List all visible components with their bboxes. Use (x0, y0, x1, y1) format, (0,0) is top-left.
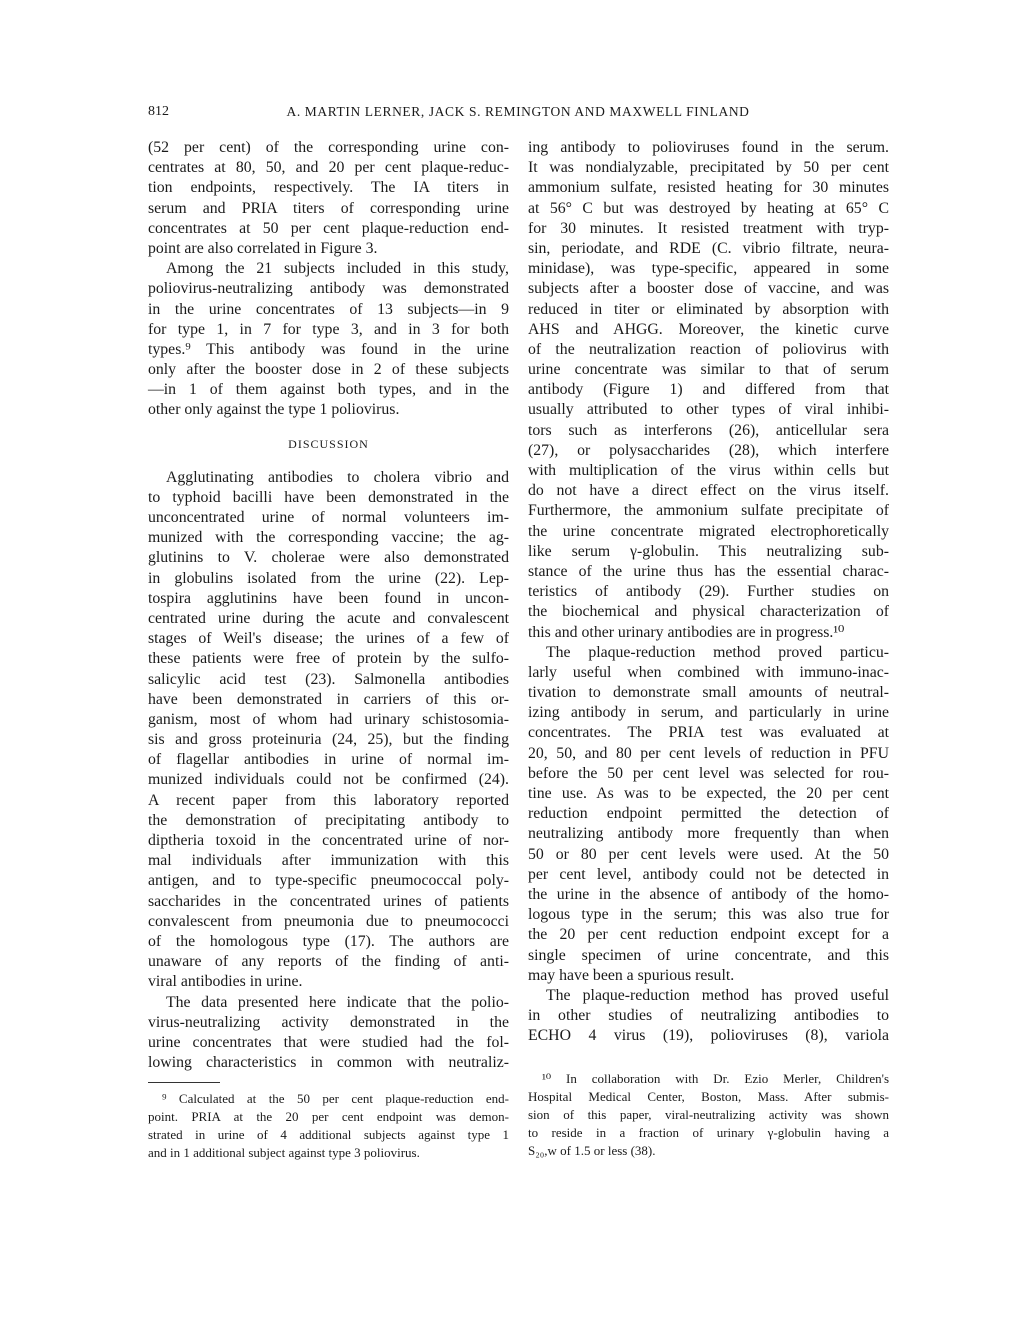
text-line: unconcentrated urine of normal volunteers im- (148, 509, 509, 526)
text-line: of the homologous type (17). The authors are (148, 932, 509, 950)
paragraph (528, 986, 889, 1047)
text-line: teristics of antibody (29). Further studies on (528, 583, 889, 601)
text-line: only after the booster dose in 2 of these subjects (148, 361, 509, 379)
text-line: per cent level, antibody could not be detected in (528, 865, 889, 883)
text-line: ammonium sulfate, resisted heating for 30 minutes (528, 179, 889, 197)
footnote-divider (148, 1082, 220, 1083)
footnote-10 (528, 1070, 889, 1160)
footnote-line: strated in urine of 4 additional subjects against type 1 (148, 1127, 509, 1142)
text-line: neutralizing antibody more frequently than when (528, 825, 889, 843)
text-line: urine concentrates that were studied had the fol- (148, 1033, 509, 1051)
text-line: logous type in the serum; this was also true for (528, 906, 889, 924)
text-line: the urine in the absence of antibody of the homo- (528, 885, 889, 903)
text-line: salicylic acid test (23). Salmonella antibodies (148, 670, 509, 688)
section-heading: DISCUSSION (288, 436, 369, 451)
text-line: Furthermore, the ammonium sulfate precipitate of (528, 502, 889, 520)
text-line: in other studies of neutralizing antibodies to (528, 1007, 889, 1025)
footnote-line: sion of this paper, viral-neutralizing activity was shown (528, 1107, 889, 1122)
text-line: AHS and AHGG. Moreover, the kinetic curve (528, 320, 889, 338)
text-line: convalescent from pneumonia due to pneumococci (148, 912, 509, 930)
footnote-line: Hospital Medical Center, Boston, Mass. After submis- (528, 1089, 889, 1104)
text-line: virus-neutralizing activity demonstrated in the (148, 1013, 509, 1031)
text-line: larly useful when combined with immuno-inac- (528, 663, 889, 681)
text-line: tivation to demonstrate small amounts of neutral- (528, 684, 889, 702)
text-line: in the urine concentrates of 13 subjects—in 9 (148, 300, 509, 318)
text-line: centrates at 80, 50, and 20 per cent plaque-reduc- (148, 159, 509, 177)
text-line: reduction endpoint permitted the detection of (528, 805, 889, 823)
footnote-line: ⁹ Calculated at the 50 per cent plaque-reduction end- (162, 1091, 509, 1106)
text-line: glutinins to V. cholerae were also demonstrated (148, 549, 509, 567)
text-line: at 56° C but was destroyed by heating at 65° C (528, 199, 889, 217)
text-line: have been demonstrated in carriers of this or- (148, 690, 509, 708)
text-line: tion endpoints, respectively. The IA titers in (148, 179, 509, 197)
text-line: sis and gross proteinuria (24, 25), but the finding (148, 731, 509, 749)
text-line: for type 1, in 7 for type 3, and in 3 for both (148, 320, 509, 338)
text-line: ing antibody to polioviruses found in the serum. (528, 139, 889, 156)
text-line: of the neutralization reaction of poliovirus with (528, 340, 889, 358)
footnote-line: and in 1 additional subject against type 3 poliovirus. (148, 1145, 420, 1160)
text-line: other only against the type 1 poliovirus. (148, 401, 400, 419)
text-line: tospira agglutinins have been found in uncon- (148, 589, 509, 607)
text-line: poliovirus-neutralizing antibody was demonstrated (148, 280, 509, 298)
paragraph (148, 468, 509, 993)
text-line: the 20 per cent reduction endpoint except for a (528, 926, 889, 944)
text-line: stance of the urine thus has the essential charac- (528, 562, 889, 580)
text-line: serum and PRIA titers of corresponding urine (148, 199, 509, 217)
text-line: reduced in titer or eliminated by absorption with (528, 300, 889, 318)
text-line: —in 1 of them against both types, and in the (148, 381, 509, 399)
text-line: saccharides in the concentrated urines of patients (148, 892, 509, 910)
text-line: viral antibodies in urine. (148, 973, 303, 991)
text-line: in globulins isolated from the urine (22). Lep- (148, 569, 509, 587)
text-line: A recent paper from this laboratory reported (148, 791, 509, 809)
text-line: this and other urinary antibodies are in progress.¹⁰ (528, 623, 845, 641)
text-line: munized individuals could not be confirmed (24). (148, 771, 509, 789)
text-line: (52 per cent) of the corresponding urine con- (148, 139, 509, 156)
text-line: Among the 21 subjects included in this study, (166, 260, 509, 278)
text-line: antibody (Figure 1) and differed from that (528, 381, 889, 399)
text-line: sin, periodate, and RDE (C. vibrio filtrate, neura- (528, 239, 889, 257)
text-line: It was nondialyzable, precipitated by 50 per cent (528, 159, 889, 177)
running-header (148, 104, 888, 124)
footnote-9 (148, 1090, 509, 1162)
text-line: tine use. As was to be expected, the 20 per cent (528, 785, 889, 802)
left-column (148, 138, 509, 1073)
text-line: may have been a spurious result. (528, 966, 735, 984)
page-number: 812 (148, 104, 169, 119)
text-line: concentrates. The PRIA test was evaluated at (528, 724, 889, 742)
text-line: of flagellar antibodies in urine of normal im- (148, 751, 509, 769)
text-line: concentrates at 50 per cent plaque-reduction end- (148, 219, 509, 237)
text-line: lowing characteristics in common with neutraliz- (148, 1054, 509, 1072)
footnote-line: S₂₀,w of 1.5 or less (38). (528, 1143, 656, 1158)
text-line: The data presented here indicate that the polio- (166, 993, 509, 1011)
text-line: izing antibody in serum, and particularly in urine (528, 704, 889, 722)
text-line: for 30 minutes. It resisted treatment with tryp- (528, 219, 889, 237)
text-line: 20, 50, and 80 per cent levels of reduction in PFU (528, 744, 889, 762)
text-line: the biochemical and physical characterization of (528, 603, 889, 621)
text-line: types.⁹ This antibody was found in the urine (148, 340, 509, 358)
right-column (528, 138, 889, 1046)
text-line: single specimen of urine concentrate, and this (528, 946, 889, 964)
text-line: subjects after a booster dose of vaccine, and was (528, 280, 889, 298)
text-line: ECHO 4 virus (19), polioviruses (8), variola (528, 1027, 889, 1045)
footnote-line: ¹⁰ In collaboration with Dr. Ezio Merler, Children's (542, 1071, 889, 1086)
paragraph (528, 643, 889, 986)
text-line: with multiplication of the virus within cells but (528, 462, 889, 479)
text-line: point are also correlated in Figure 3. (148, 239, 378, 257)
text-line: the urine concentrate migrated electrophoretically (528, 522, 889, 540)
text-line: usually attributed to other types of viral inhibi- (528, 401, 889, 419)
paragraph (148, 138, 509, 259)
text-line: urine concentrate was similar to that of serum (528, 361, 889, 379)
text-line: unaware of any reports of the finding of anti- (148, 953, 509, 971)
text-line: The plaque-reduction method has proved useful (546, 986, 889, 1004)
text-line: ganism, most of whom had urinary schistosomia- (148, 710, 509, 728)
text-line: mal individuals after immunization with this (148, 852, 509, 870)
text-line: The plaque-reduction method proved particu- (546, 643, 889, 661)
text-line: minidase), was type-specific, appeared in some (528, 260, 889, 278)
text-line: these patients were free of protein by the sulfo- (148, 650, 509, 668)
paragraph (148, 993, 509, 1074)
text-line: 50 or 80 per cent levels were used. At the 50 (528, 845, 889, 863)
paragraph (528, 138, 889, 643)
text-line: diptheria toxoid in the concentrated urine of nor- (148, 832, 509, 849)
text-line: tors such as interferons (26), anticellular sera (528, 421, 889, 439)
text-line: antigen, and to type-specific pneumococcal poly- (148, 872, 509, 890)
text-line: centrated urine during the acute and convalescent (148, 609, 509, 627)
footnote-line: point. PRIA at the 20 per cent endpoint was demon- (148, 1109, 509, 1124)
text-line: to typhoid bacilli have been demonstrated in the (148, 488, 509, 506)
paragraph (148, 259, 509, 421)
text-line: munized with the corresponding vaccine; the ag- (148, 529, 509, 547)
text-line: stages of Weil's disease; the urines of a few of (148, 630, 509, 648)
text-line: (27), or polysaccharides (28), which interfere (528, 441, 889, 459)
text-line: Agglutinating antibodies to cholera vibrio and (166, 468, 509, 486)
text-line: before the 50 per cent level was selected for rou- (528, 764, 889, 782)
text-line: do not have a direct effect on the virus itself. (528, 482, 889, 500)
text-line: like serum γ-globulin. This neutralizing sub- (528, 542, 889, 560)
running-head: A. MARTIN LERNER, JACK S. REMINGTON AND MAXWELL FINLAND (286, 104, 750, 119)
text-line: the demonstration of precipitating antibody to (148, 811, 509, 829)
footnote-line: to reside in a fraction of urinary γ-globulin having a (528, 1125, 889, 1140)
